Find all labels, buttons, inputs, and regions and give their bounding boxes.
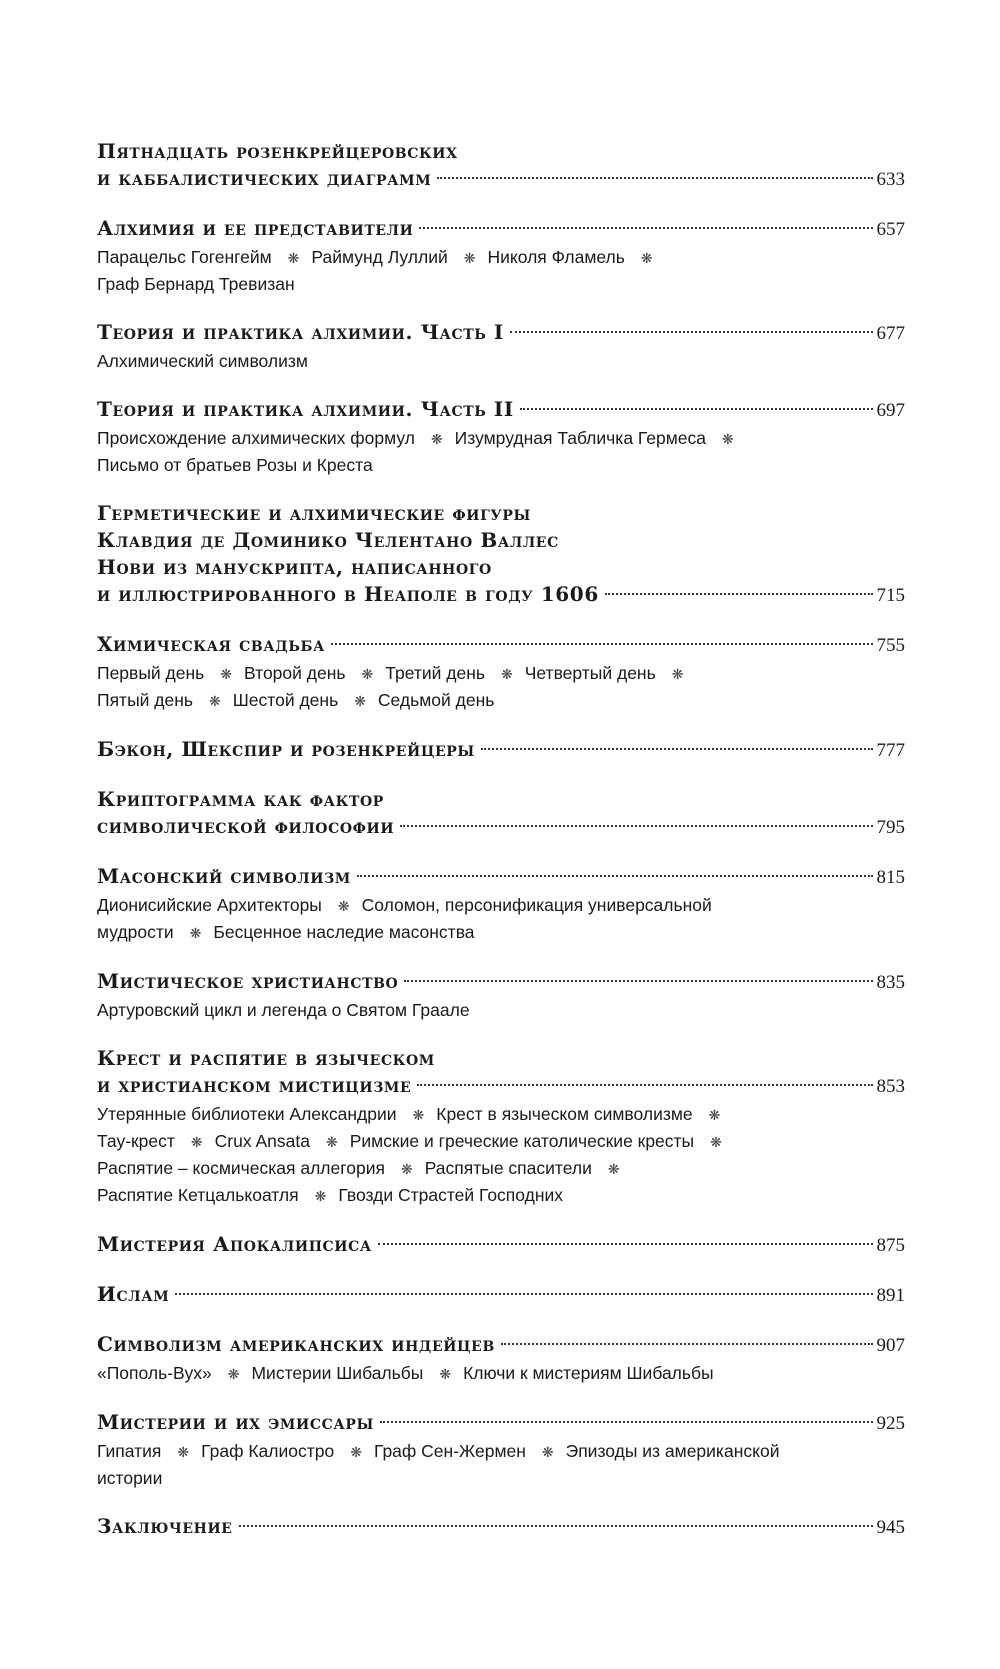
toc-title-line: [97, 165, 905, 193]
subtopic-item[interactable]: Дионисийские Архитекторы: [97, 895, 322, 915]
asterism-separator-icon: ❋: [227, 1366, 240, 1382]
toc-title-text: Заключение: [97, 1514, 233, 1538]
dot-leader: [331, 643, 872, 645]
subtopic-line: [97, 348, 905, 374]
toc-title-text: и каббалистических диаграмм: [97, 166, 432, 190]
subtopic-item[interactable]: Шестой день: [232, 690, 339, 710]
toc-entry[interactable]: [97, 396, 905, 478]
toc-title-line: [97, 527, 905, 554]
page-number: 657: [876, 219, 905, 240]
toc-entry[interactable]: [97, 786, 905, 841]
subtopic-item[interactable]: Мистерии Шибальбы: [251, 1363, 424, 1383]
subtopic-item[interactable]: Происхождение алхимических формул: [97, 428, 415, 448]
toc-entry[interactable]: [97, 863, 905, 946]
toc-entry-title: [97, 1331, 905, 1359]
subtopic-item[interactable]: Пятый день: [97, 690, 194, 710]
toc-title-line: [97, 1331, 905, 1359]
subtopic-item[interactable]: «Пополь-Вух»: [97, 1363, 212, 1383]
asterism-separator-icon: ❋: [430, 431, 443, 447]
toc-title-line: [97, 319, 905, 347]
toc-entry-title: [97, 863, 905, 891]
subtopics: [97, 425, 905, 478]
toc-title-line: [97, 1281, 905, 1309]
page-number: 925: [876, 1413, 905, 1434]
asterism-separator-icon: ❋: [708, 1107, 721, 1123]
subtopic-item[interactable]: истории: [97, 1468, 163, 1488]
toc-title-text: Химическая свадьба: [97, 632, 326, 656]
page-number: 777: [876, 740, 905, 761]
toc-title-text: Масонский символизм: [97, 864, 351, 888]
dot-leader: [417, 1084, 872, 1086]
subtopic-item[interactable]: Третий день: [385, 663, 485, 683]
dot-leader: [510, 331, 873, 333]
page-number: 697: [876, 400, 905, 421]
subtopic-line: [97, 1438, 905, 1465]
subtopic-item[interactable]: Изумрудная Табличка Гермеса: [454, 428, 706, 448]
toc-title-text: Клавдия де Доминико Челентано Валлес: [97, 528, 559, 552]
toc-title-text: Нови из манускрипта, написанного: [97, 555, 492, 579]
dot-leader: [520, 408, 873, 410]
toc-title-text: Бэкон, Шекспир и розенкрейцеры: [97, 737, 475, 761]
subtopic-item[interactable]: Раймунд Луллий: [311, 247, 448, 267]
dot-leader: [378, 1243, 873, 1245]
toc-title-text: Мистерия Апокалипсиса: [97, 1232, 372, 1256]
toc-entry[interactable]: [97, 138, 905, 193]
toc-title-line: [97, 1045, 905, 1072]
toc-entry-title: [97, 1281, 905, 1309]
toc-entry[interactable]: [97, 1331, 905, 1387]
toc-title-text: Мистическое христианство: [97, 969, 399, 993]
asterism-separator-icon: ❋: [209, 693, 221, 709]
subtopic-item[interactable]: Распятые спасители: [424, 1158, 592, 1178]
table-of-contents: [97, 138, 905, 1563]
page-number: 891: [876, 1285, 905, 1306]
dot-leader: [481, 748, 873, 750]
subtopic-item[interactable]: Артуровский цикл и легенда о Святом Граале: [97, 1000, 470, 1020]
toc-entry-title: [97, 1513, 905, 1541]
subtopic-item[interactable]: Граф Сен-Жермен: [373, 1441, 526, 1461]
toc-title-text: Символизм американских индейцев: [97, 1332, 495, 1356]
asterism-separator-icon: ❋: [350, 1444, 362, 1460]
toc-entry[interactable]: [97, 500, 905, 609]
page-number: 715: [876, 585, 905, 606]
toc-title-line: [97, 1513, 905, 1541]
asterism-separator-icon: ❋: [314, 1188, 327, 1204]
asterism-separator-icon: ❋: [640, 250, 653, 266]
asterism-separator-icon: ❋: [501, 666, 513, 682]
asterism-separator-icon: ❋: [400, 1161, 413, 1177]
asterism-separator-icon: ❋: [439, 1366, 452, 1382]
dot-leader: [239, 1525, 873, 1527]
toc-title-line: [97, 554, 905, 581]
toc-title-line: [97, 396, 905, 424]
toc-title-text: Криптограмма как фактор: [97, 787, 384, 811]
asterism-separator-icon: ❋: [325, 1134, 338, 1150]
subtopics: [97, 1360, 905, 1387]
toc-entry[interactable]: [97, 215, 905, 297]
subtopic-line: [97, 892, 905, 919]
dot-leader: [357, 875, 873, 877]
asterism-separator-icon: ❋: [220, 666, 233, 682]
subtopic-item[interactable]: Гипатия: [97, 1441, 162, 1461]
dot-leader: [605, 593, 873, 595]
subtopic-item[interactable]: Crux Ansata: [214, 1131, 310, 1151]
toc-title-line: [97, 1409, 905, 1437]
subtopic-item[interactable]: Утерянные библиотеки Александрии: [97, 1104, 397, 1124]
toc-entry-title: [97, 215, 905, 243]
subtopic-line: [97, 244, 905, 271]
subtopics: [97, 892, 905, 946]
toc-entry[interactable]: [97, 1231, 905, 1259]
asterism-separator-icon: ❋: [337, 898, 350, 914]
toc-title-text: Герметические и алхимические фигуры: [97, 501, 531, 525]
subtopic-item[interactable]: Эпизоды из американской: [565, 1441, 780, 1461]
toc-entry[interactable]: [97, 1281, 905, 1309]
subtopic-item[interactable]: Второй день: [244, 663, 346, 683]
asterism-separator-icon: ❋: [463, 250, 476, 266]
asterism-separator-icon: ❋: [412, 1107, 425, 1123]
toc-title-text: Мистерии и их эмиссары: [97, 1410, 374, 1434]
page-number: 853: [876, 1076, 905, 1097]
asterism-separator-icon: ❋: [189, 925, 202, 941]
subtopics: [97, 348, 905, 374]
asterism-separator-icon: ❋: [177, 1444, 190, 1460]
toc-entry-title: [97, 1409, 905, 1437]
toc-entry[interactable]: [97, 1513, 905, 1541]
subtopics: [97, 997, 905, 1023]
dot-leader: [175, 1293, 872, 1295]
subtopic-item[interactable]: Четвертый день: [524, 663, 656, 683]
subtopic-item[interactable]: Парацельс Гогенгейм: [97, 247, 272, 267]
asterism-separator-icon: ❋: [671, 666, 684, 682]
subtopics: [97, 660, 905, 714]
toc-title-text: Ислам: [97, 1282, 170, 1306]
subtopic-item[interactable]: Граф Бернард Тревизан: [97, 274, 295, 294]
asterism-separator-icon: ❋: [607, 1161, 620, 1177]
toc-entry-title: [97, 1231, 905, 1259]
toc-entry-title: [97, 968, 905, 996]
subtopic-item[interactable]: Тау-крест: [97, 1131, 175, 1151]
toc-entry-title: [97, 631, 905, 659]
subtopic-item[interactable]: Ключи к мистериям Шибальбы: [463, 1363, 714, 1383]
subtopics: [97, 1438, 905, 1491]
subtopic-line: [97, 1360, 905, 1387]
toc-title-text: Теория и практика алхимии. Часть I: [97, 320, 504, 344]
subtopic-line: [97, 1128, 905, 1155]
subtopic-item[interactable]: Распятие Кетцалькоатля: [97, 1185, 299, 1205]
page-number: 633: [876, 169, 905, 190]
toc-title-line: [97, 863, 905, 891]
toc-entry-title: [97, 319, 905, 347]
toc-entry-title: [97, 1045, 905, 1100]
page-number: 795: [876, 817, 905, 838]
toc-title-text: Пятнадцать розенкрейцеровских: [97, 139, 458, 163]
page-number: 907: [876, 1335, 905, 1356]
subtopic-line: [97, 687, 905, 714]
dot-leader: [404, 980, 872, 982]
toc-entry-title: [97, 736, 905, 764]
subtopic-line: [97, 1465, 905, 1491]
subtopic-item[interactable]: Гвозди Страстей Господних: [338, 1185, 564, 1205]
toc-entry-title: [97, 138, 905, 193]
dot-leader: [419, 227, 872, 229]
toc-title-line: [97, 215, 905, 243]
toc-title-text: символической философии: [97, 814, 395, 838]
toc-title-text: и иллюстрированного в Неаполе в году 1606: [97, 582, 599, 606]
asterism-separator-icon: ❋: [541, 1444, 554, 1460]
subtopic-item[interactable]: Письмо от братьев Розы и Креста: [97, 455, 373, 475]
subtopic-line: [97, 452, 905, 478]
subtopics: [97, 244, 905, 297]
asterism-separator-icon: ❋: [354, 693, 366, 709]
subtopic-item[interactable]: Распятие – космическая аллегория: [97, 1158, 385, 1178]
subtopic-item[interactable]: Первый день: [97, 663, 205, 683]
toc-title-line: [97, 736, 905, 764]
subtopic-line: [97, 660, 905, 687]
subtopic-line: [97, 1155, 905, 1182]
subtopic-item[interactable]: Крест в языческом символизме: [436, 1104, 693, 1124]
toc-title-text: Алхимия и ее представители: [97, 216, 414, 240]
toc-title-line: [97, 968, 905, 996]
toc-title-line: [97, 581, 905, 609]
toc-entry[interactable]: [97, 319, 905, 374]
asterism-separator-icon: ❋: [361, 666, 374, 682]
subtopic-item[interactable]: Бесценное наследие масонства: [213, 922, 475, 942]
toc-title-line: [97, 500, 905, 527]
subtopic-line: [97, 271, 905, 297]
asterism-separator-icon: ❋: [710, 1134, 722, 1150]
dot-leader: [400, 825, 872, 827]
asterism-separator-icon: ❋: [721, 431, 734, 447]
toc-entry[interactable]: [97, 968, 905, 1023]
subtopic-line: [97, 919, 905, 946]
subtopic-line: [97, 1182, 905, 1209]
subtopic-item[interactable]: Соломон, персонификация универсальной: [361, 895, 712, 915]
page-number: 875: [876, 1235, 905, 1256]
subtopic-item[interactable]: Граф Калиостро: [201, 1441, 335, 1461]
toc-title-line: [97, 813, 905, 841]
toc-entry[interactable]: [97, 631, 905, 714]
subtopic-item[interactable]: Римские и греческие католические кресты: [349, 1131, 695, 1151]
page-number: 835: [876, 972, 905, 993]
subtopic-item[interactable]: Седьмой день: [377, 690, 495, 710]
subtopics: [97, 1101, 905, 1209]
toc-title-text: и христианском мистицизме: [97, 1073, 412, 1097]
toc-entry-title: [97, 786, 905, 841]
page-number: 755: [876, 635, 905, 656]
asterism-separator-icon: ❋: [287, 250, 300, 266]
dot-leader: [501, 1343, 873, 1345]
subtopic-item[interactable]: Алхимический символизм: [97, 351, 308, 371]
toc-title-line: [97, 1072, 905, 1100]
subtopic-line: [97, 425, 905, 452]
toc-title-text: Теория и практика алхимии. Часть II: [97, 397, 514, 421]
page-number: 945: [876, 1517, 905, 1538]
dot-leader: [380, 1421, 873, 1423]
toc-entry-title: [97, 396, 905, 424]
subtopic-line: [97, 1101, 905, 1128]
page-number: 815: [876, 867, 905, 888]
toc-entry[interactable]: [97, 1045, 905, 1209]
toc-entry[interactable]: [97, 1409, 905, 1491]
subtopic-item[interactable]: мудрости: [97, 922, 174, 942]
toc-title-line: [97, 1231, 905, 1259]
toc-entry[interactable]: [97, 736, 905, 764]
toc-title-text: Крест и распятие в языческом: [97, 1046, 435, 1070]
toc-entry-title: [97, 500, 905, 609]
toc-title-line: [97, 786, 905, 813]
dot-leader: [437, 177, 872, 179]
subtopic-item[interactable]: Николя Фламель: [487, 247, 625, 267]
page-number: 677: [876, 323, 905, 344]
toc-title-line: [97, 631, 905, 659]
toc-title-line: [97, 138, 905, 165]
asterism-separator-icon: ❋: [190, 1134, 203, 1150]
subtopic-line: [97, 997, 905, 1023]
